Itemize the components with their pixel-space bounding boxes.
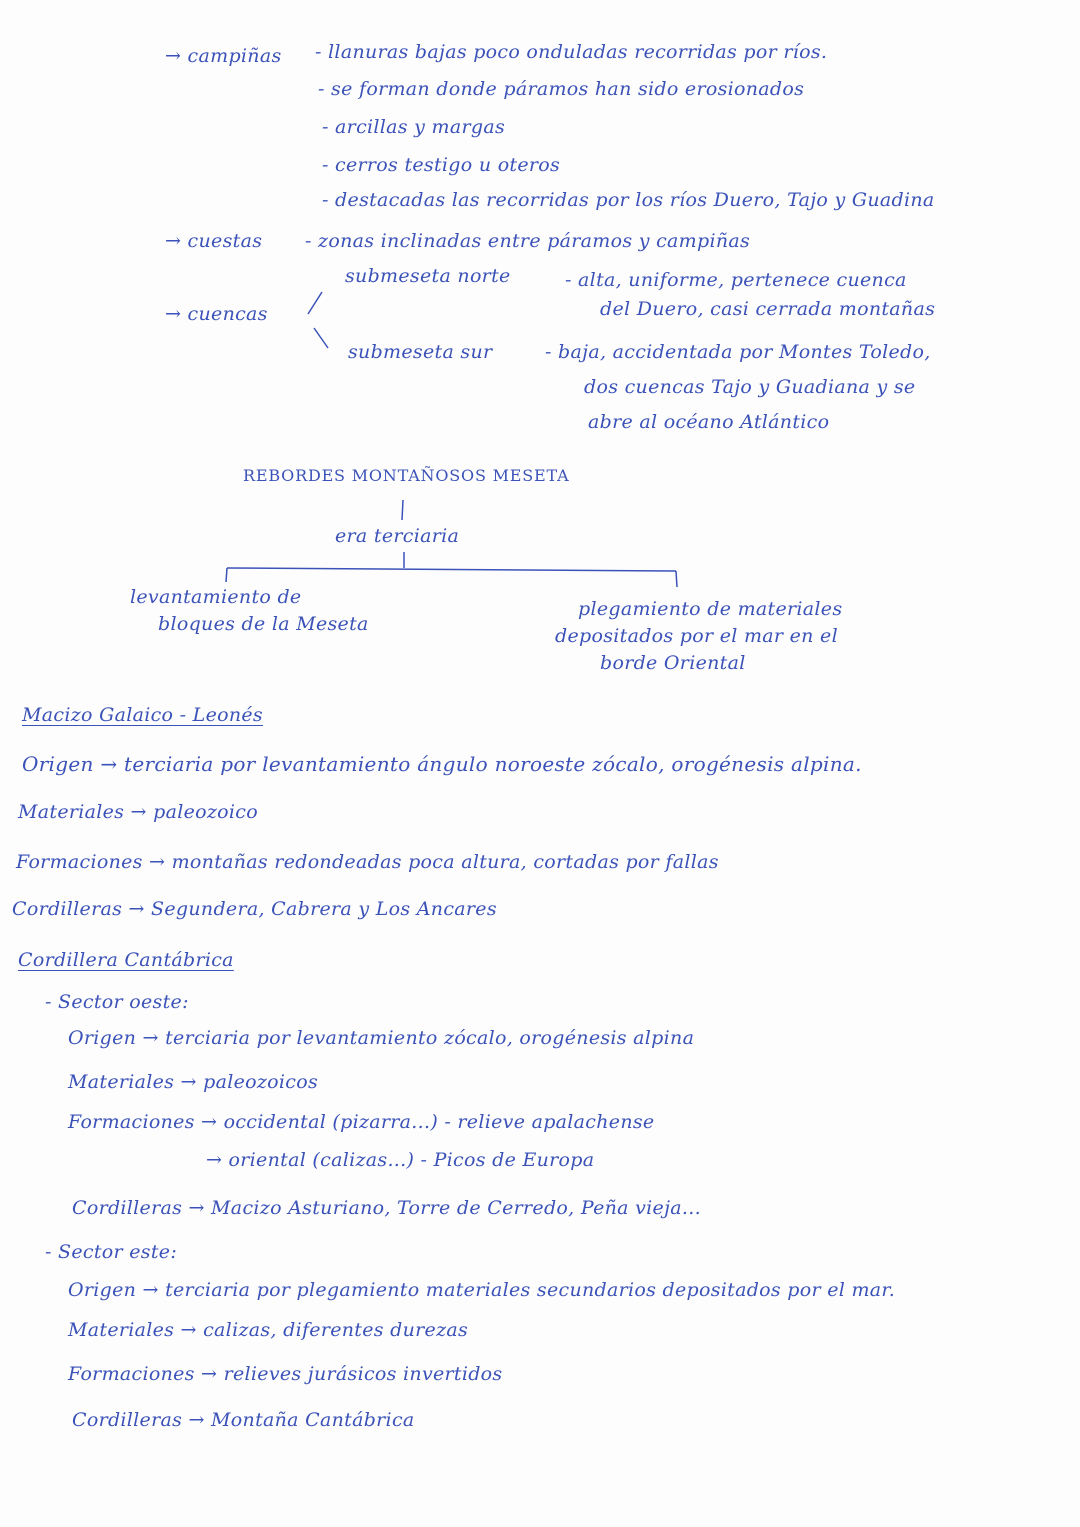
diagram-right-line-2: depositados por el mar en el bbox=[555, 625, 838, 647]
macizo-formaciones: Formaciones → montañas redondeadas poca altura, cortadas por fallas bbox=[16, 851, 719, 873]
submeseta-sur-line-3: abre al océano Atlántico bbox=[588, 411, 830, 433]
sector-oeste-title: - Sector oeste: bbox=[45, 991, 189, 1013]
campinas-point-1: - llanuras bajas poco onduladas recorridas por ríos. bbox=[315, 41, 828, 63]
submeseta-norte-line-1: - alta, uniforme, pertenece cuenca bbox=[565, 269, 907, 291]
macizo-origen: Origen → terciaria por levantamiento ángulo noroeste zócalo, orogénesis alpina. bbox=[22, 752, 862, 776]
diagram-left-line-2: bloques de la Meseta bbox=[158, 613, 369, 635]
cuencas-branch-down bbox=[314, 328, 328, 348]
diagram-left-line-1: levantamiento de bbox=[130, 586, 302, 608]
cuencas-branch-up bbox=[308, 292, 322, 314]
oeste-cordilleras: Cordilleras → Macizo Asturiano, Torre de Cerredo, Peña vieja... bbox=[72, 1197, 701, 1219]
oeste-materiales: Materiales → paleozoicos bbox=[68, 1071, 319, 1093]
este-origen: Origen → terciaria por plegamiento materiales secundarios depositados por el mar. bbox=[68, 1279, 896, 1301]
cantabrica-heading: Cordillera Cantábrica bbox=[18, 949, 234, 971]
este-cordilleras: Cordilleras → Montaña Cantábrica bbox=[72, 1409, 415, 1431]
macizo-cordilleras: Cordilleras → Segundera, Cabrera y Los Ancares bbox=[12, 898, 497, 920]
oeste-formaciones-2: → oriental (calizas...) - Picos de Europa bbox=[206, 1149, 595, 1171]
campinas-label: → campiñas bbox=[165, 45, 282, 67]
sector-este-title: - Sector este: bbox=[45, 1241, 178, 1263]
diagram-right-line-3: borde Oriental bbox=[600, 652, 746, 674]
oeste-origen: Origen → terciaria por levantamiento zócalo, orogénesis alpina bbox=[68, 1027, 695, 1049]
macizo-materiales: Materiales → paleozoico bbox=[18, 801, 258, 823]
campinas-point-5: - destacadas las recorridas por los ríos Duero, Tajo y Guadina bbox=[322, 189, 935, 211]
title-to-era-line bbox=[402, 500, 403, 520]
cuestas-label: → cuestas bbox=[165, 230, 263, 252]
diagram-title: REBORDES MONTAÑOSOS MESETA bbox=[243, 466, 570, 485]
diagram-right-line-1: plegamiento de materiales bbox=[578, 598, 843, 620]
diagram-era: era terciaria bbox=[335, 525, 460, 547]
macizo-heading: Macizo Galaico - Leonés bbox=[22, 704, 263, 726]
branch-left-drop bbox=[226, 568, 227, 582]
submeseta-norte-name: submeseta norte bbox=[345, 265, 511, 287]
branch-right-drop bbox=[676, 571, 677, 587]
submeseta-sur-line-1: - baja, accidentada por Montes Toledo, bbox=[545, 341, 931, 363]
submeseta-sur-line-2: dos cuencas Tajo y Guadiana y se bbox=[584, 376, 916, 398]
branch-horizontal-line bbox=[227, 568, 676, 571]
cuencas-label: → cuencas bbox=[165, 303, 268, 325]
cuestas-point: - zonas inclinadas entre páramos y campiñas bbox=[305, 230, 751, 252]
este-formaciones: Formaciones → relieves jurásicos invertidos bbox=[68, 1363, 503, 1385]
campinas-point-3: - arcillas y margas bbox=[322, 116, 505, 138]
submeseta-norte-line-2: del Duero, casi cerrada montañas bbox=[600, 298, 936, 320]
oeste-formaciones-1: Formaciones → occidental (pizarra...) - relieve apalachense bbox=[68, 1111, 655, 1133]
submeseta-sur-name: submeseta sur bbox=[348, 341, 493, 363]
este-materiales: Materiales → calizas, diferentes durezas bbox=[68, 1319, 469, 1341]
campinas-point-4: - cerros testigo u oteros bbox=[322, 154, 561, 176]
campinas-point-2: - se forman donde páramos han sido erosionados bbox=[318, 78, 805, 100]
